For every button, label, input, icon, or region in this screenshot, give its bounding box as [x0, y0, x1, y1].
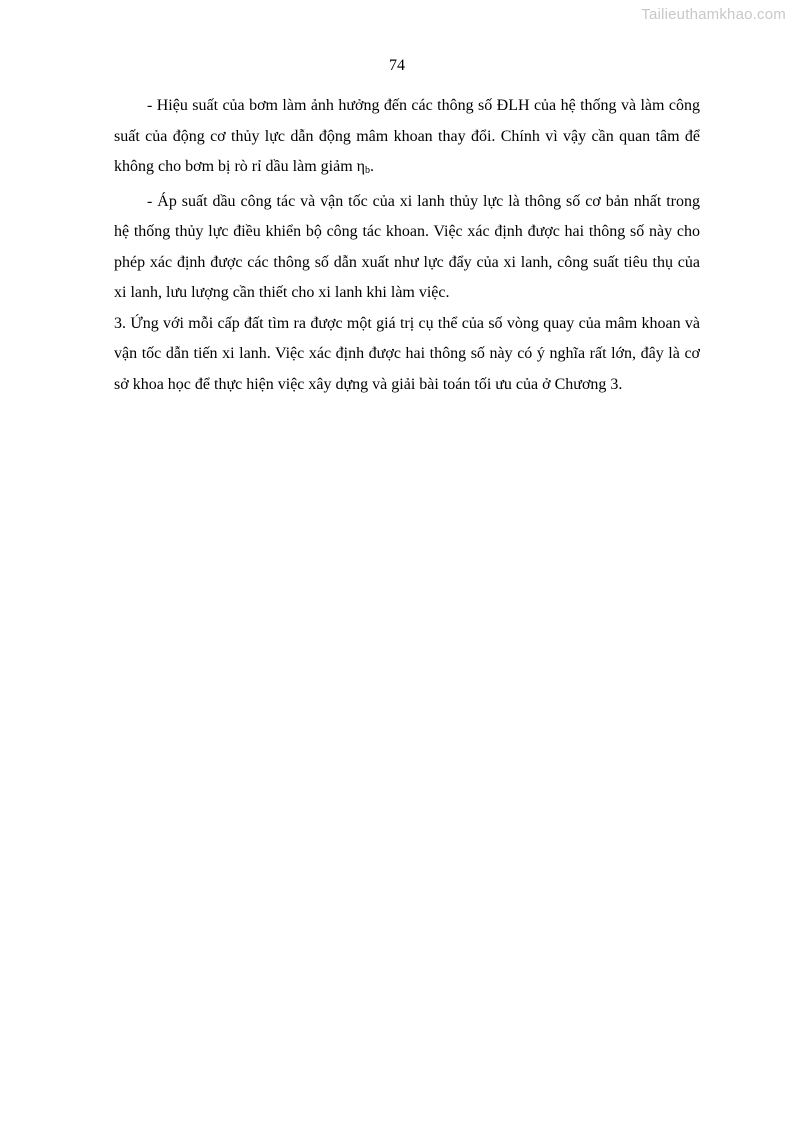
paragraph-soil-level: 3. Ứng với mỗi cấp đất tìm ra được một giá trị cụ thể của số vòng quay của mâm khoan và vận tốc dẫn tiến xi lanh. Việc xác định được hai thông số này có ý nghĩa rất lớn, đây là cơ sở khoa học để thực hiện việc xây dựng và giải bài toán tối ưu của ở Chương 3. — [114, 314, 700, 393]
paragraph-oil-pressure: - Áp suất dầu công tác và vận tốc của xi lanh thủy lực là thông số cơ bản nhất trong hệ thống thủy lực điều khiển bộ công tác khoan. Việc xác định được hai thông số này cho phép xác định được các thông số dẫn xuất như lực đẩy của xi lanh, công suất tiêu thụ của xi lanh, lưu lượng cần thiết cho xi lanh khi làm việc. — [114, 192, 700, 301]
paragraph-text: - Hiệu suất của bơm làm ảnh hưởng đến các thông số ĐLH của hệ thống và làm công suất của động cơ thủy lực dẫn động mâm khoan thay đổi. Chính vì vậy cần quan tâm để không cho bơm bị rò rỉ dầu làm giảm η — [114, 97, 700, 175]
watermark-text: Tailieuthamkhao.com — [641, 6, 786, 23]
page-number: 74 — [389, 57, 405, 74]
paragraph-pump-efficiency — [114, 91, 700, 187]
paragraph-tail: . — [370, 158, 375, 175]
document-body — [114, 91, 700, 400]
eta-subscript: b — [365, 165, 371, 176]
